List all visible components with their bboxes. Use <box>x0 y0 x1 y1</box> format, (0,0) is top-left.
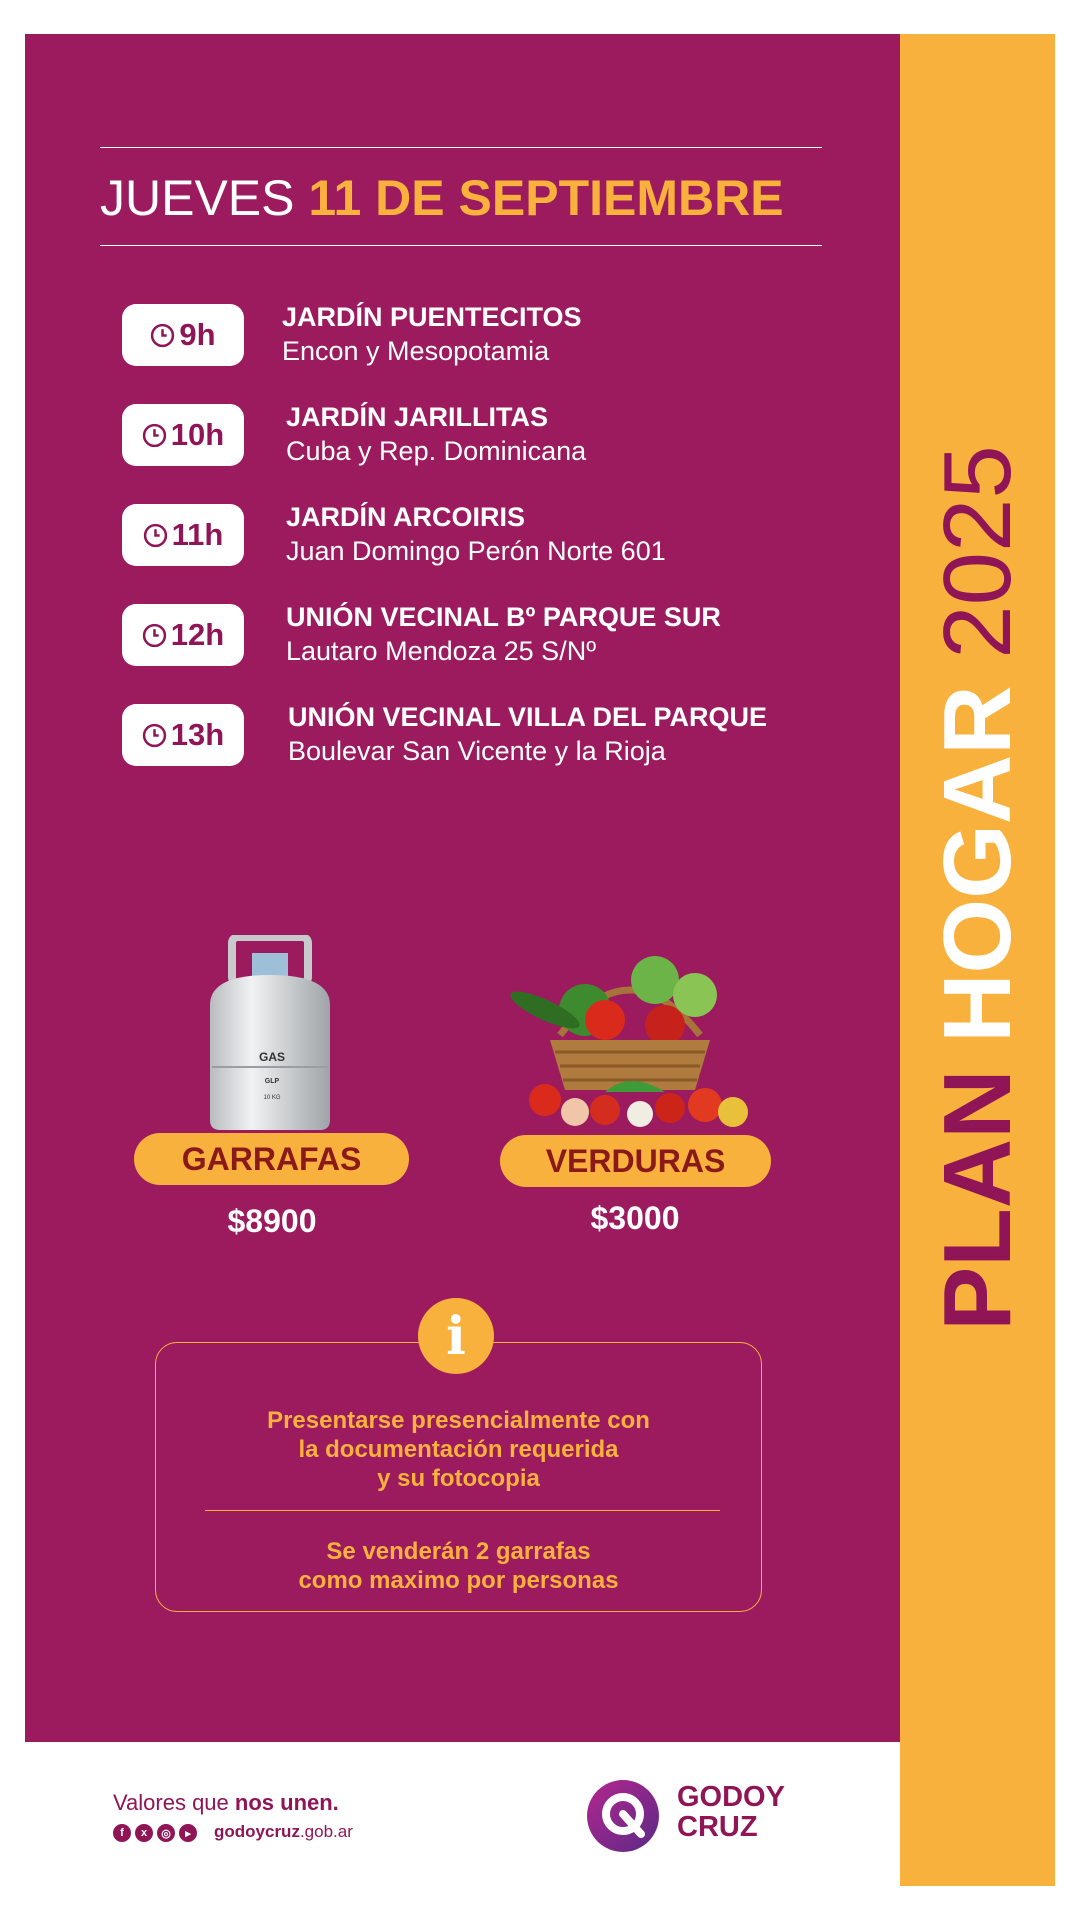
footer-slogan: Valores que nos unen. <box>113 1790 339 1815</box>
plan-hogar-title: PLAN HOGAR 2025 <box>924 445 1031 1331</box>
info-requirements-text: Presentarse presencialmente con la documentación requerida y su fotocopia <box>267 1407 650 1492</box>
venue-address: Boulevar San Vicente y la Rioja <box>288 736 666 766</box>
info-limit-text: Se venderán 2 garrafas como maximo por personas <box>298 1538 619 1594</box>
godoy-cruz-logo-text: GODOY CRUZ <box>677 1781 785 1843</box>
facebook-icon[interactable]: f <box>113 1824 131 1842</box>
x-icon[interactable]: x <box>135 1824 153 1842</box>
clock-icon <box>142 623 167 648</box>
venue-name: JARDÍN JARILLITAS <box>286 402 549 432</box>
garrafas-price: $8900 <box>227 1203 317 1239</box>
gas-cylinder-image <box>200 935 340 1135</box>
info-divider <box>205 1510 720 1511</box>
svg-text:10 KG: 10 KG <box>263 1095 281 1101</box>
clock-icon <box>143 523 168 548</box>
venue-name: JARDÍN ARCOIRIS <box>286 502 526 532</box>
youtube-icon[interactable]: ▸ <box>179 1824 197 1842</box>
info-icon: i <box>418 1298 494 1374</box>
time-badge: 9h <box>122 304 244 366</box>
venue-name: UNIÓN VECINAL VILLA DEL PARQUE <box>288 702 768 732</box>
verduras-price: $3000 <box>590 1200 680 1236</box>
venue-address: Juan Domingo Perón Norte 601 <box>286 536 666 566</box>
clock-icon <box>150 323 175 348</box>
venue-address: Cuba y Rep. Dominicana <box>286 436 587 466</box>
verduras-label: VERDURAS <box>500 1135 771 1187</box>
heading-rule-bottom <box>100 245 822 246</box>
svg-text:GAS: GAS <box>258 1050 286 1064</box>
venue-name: JARDÍN PUENTECITOS <box>282 302 582 332</box>
heading-rule-top <box>100 147 822 148</box>
clock-icon <box>142 423 167 448</box>
godoy-cruz-logo-icon <box>585 1778 661 1854</box>
time-badge: 13h <box>122 704 244 766</box>
clock-icon <box>142 723 167 748</box>
venue-address: Lautaro Mendoza 25 S/Nº <box>286 636 597 666</box>
time-badge: 10h <box>122 404 244 466</box>
time-badge: 12h <box>122 604 244 666</box>
venue-name: UNIÓN VECINAL Bº PARQUE SUR <box>286 602 721 632</box>
vegetable-basket-image <box>505 940 755 1135</box>
social-icons <box>113 1824 197 1842</box>
date-heading: JUEVES 11 DE SEPTIEMBRE <box>100 170 784 226</box>
garrafas-label: GARRAFAS <box>134 1133 409 1185</box>
svg-text:GLP: GLP <box>264 1078 280 1085</box>
time-badge: 11h <box>122 504 244 566</box>
instagram-icon[interactable]: ◎ <box>157 1824 175 1842</box>
website-link[interactable]: godoycruz.gob.ar <box>214 1822 353 1841</box>
venue-address: Encon y Mesopotamia <box>282 336 550 366</box>
